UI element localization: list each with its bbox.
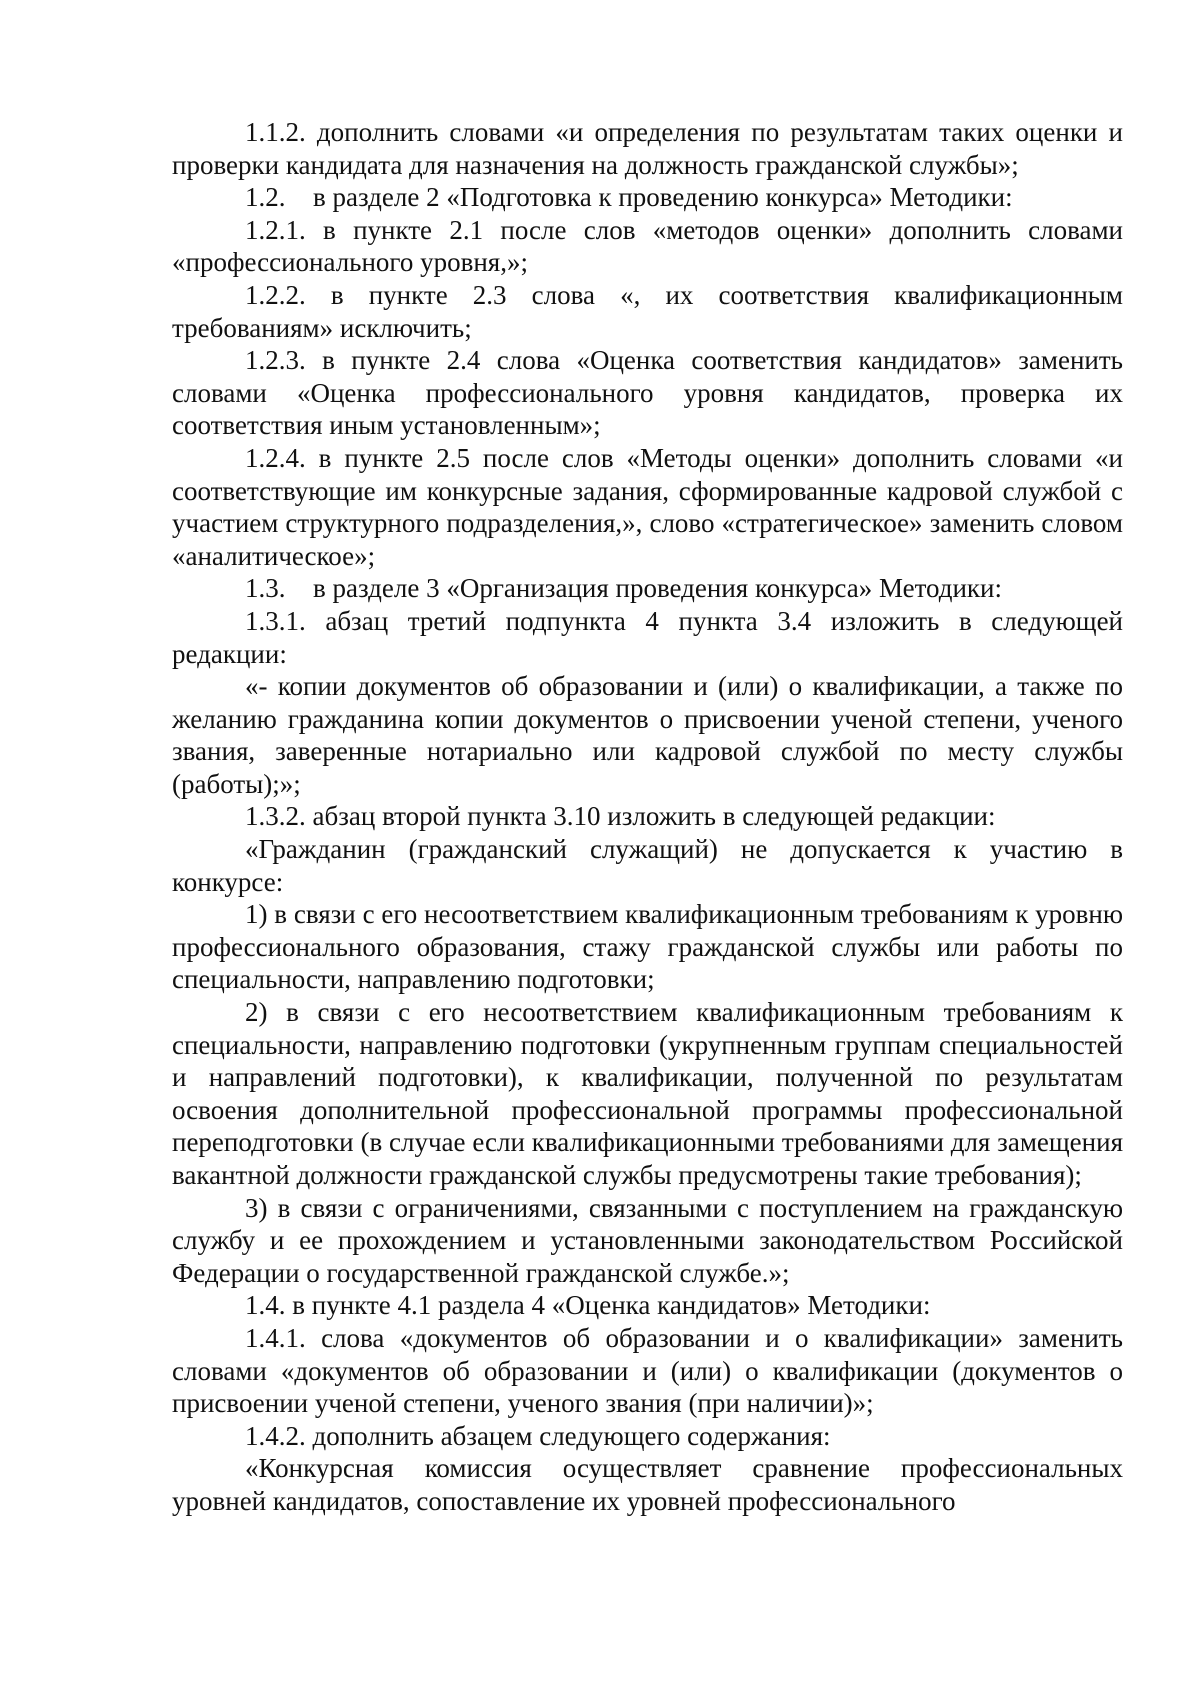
paragraph-text: в разделе 3 «Организация проведения конкурса» Методики: xyxy=(313,573,1003,604)
paragraph-1-1-2: 1.1.2. дополнить словами «и определения по результатам таких оценки и проверки кандидата для назначения на должность гражданской службы»; xyxy=(172,117,1123,180)
paragraph-1-3 xyxy=(172,572,1123,605)
paragraph-number: 1.3. xyxy=(245,573,286,604)
paragraph-copies: «- копии документов об образовании и (или) о квалификации, а также по желанию гражданина копии документов о присвоении ученой степени, ученого звания, заверенные нотариально или кадровой службой по месту службы (работы);»; xyxy=(172,671,1123,799)
paragraph-1-2-3: 1.2.3. в пункте 2.4 слова «Оценка соответствия кандидатов» заменить словами «Оценка профессионального уровня кандидатов, проверка их соответствия иным установленным»; xyxy=(172,345,1123,441)
paragraph-1-4-2: 1.4.2. дополнить абзацем следующего содержания: xyxy=(245,1420,831,1451)
paragraph-1-2-4: 1.2.4. в пункте 2.5 после слов «Методы оценки» дополнить словами «и соответствующие им конкурсные задания, сформированные кадровой службой с участием структурного подразделения,», слово «стратегическое» заменить словом «аналитическое»; xyxy=(172,442,1123,571)
list-item-1: 1) в связи с его несоответствием квалификационным требованиям к уровню профессионального образования, стажу гражданской службы или работы по специальности, направлению подготовки; xyxy=(172,899,1123,995)
paragraph-1-2 xyxy=(172,181,1123,214)
paragraph-1-4: 1.4. в пункте 4.1 раздела 4 «Оценка кандидатов» Методики: xyxy=(245,1290,931,1321)
paragraph-1-4-1: 1.4.1. слова «документов об образовании и о квалификации» заменить словами «документов об образовании и (или) о квалификации (документов о присвоении ученой степени, ученого звания (при наличии)»; xyxy=(172,1322,1123,1419)
paragraph-text: в разделе 2 «Подготовка к проведению конкурса» Методики: xyxy=(313,182,1013,213)
paragraph-1-2-1: 1.2.1. в пункте 2.1 после слов «методов оценки» дополнить словами «профессионального уровня,»; xyxy=(172,214,1123,278)
paragraph-1-3-2: 1.3.2. абзац второй пункта 3.10 изложить в следующей редакции: xyxy=(245,801,996,832)
document-body xyxy=(172,116,1123,1518)
paragraph-citizen: «Гражданин (гражданский служащий) не допускается к участию в конкурсе: xyxy=(172,834,1123,897)
paragraph-1-2-2: 1.2.2. в пункте 2.3 слова «, их соответствия квалификационным требованиям» исключить; xyxy=(172,279,1123,343)
paragraph-1-3-1: 1.3.1. абзац третий подпункта 4 пункта 3.4 изложить в следующей редакции: xyxy=(172,605,1123,669)
paragraph-number: 1.2. xyxy=(245,182,286,213)
list-item-2: 2) в связи с его несоответствием квалификационным требованиям к специальности, направлению подготовки (укрупненным группам специальностей и направлений подготовки), к квалификации, полученной по результатам освоения дополнительной профессиональной программы профессиональной переподготовки (в случае если квалификационными требованиями для замещения вакантной должности гражданской службы предусмотрены такие требования); xyxy=(172,997,1123,1190)
paragraph-commission: «Конкурсная комиссия осуществляет сравнение профессиональных уровней кандидатов, сопоставление их уровней профессионального xyxy=(172,1453,1123,1516)
list-item-3: 3) в связи с ограничениями, связанными с поступлением на гражданскую службу и ее прохождением и установленными законодательством Российской Федерации о государственной гражданской службе.»; xyxy=(172,1192,1123,1288)
